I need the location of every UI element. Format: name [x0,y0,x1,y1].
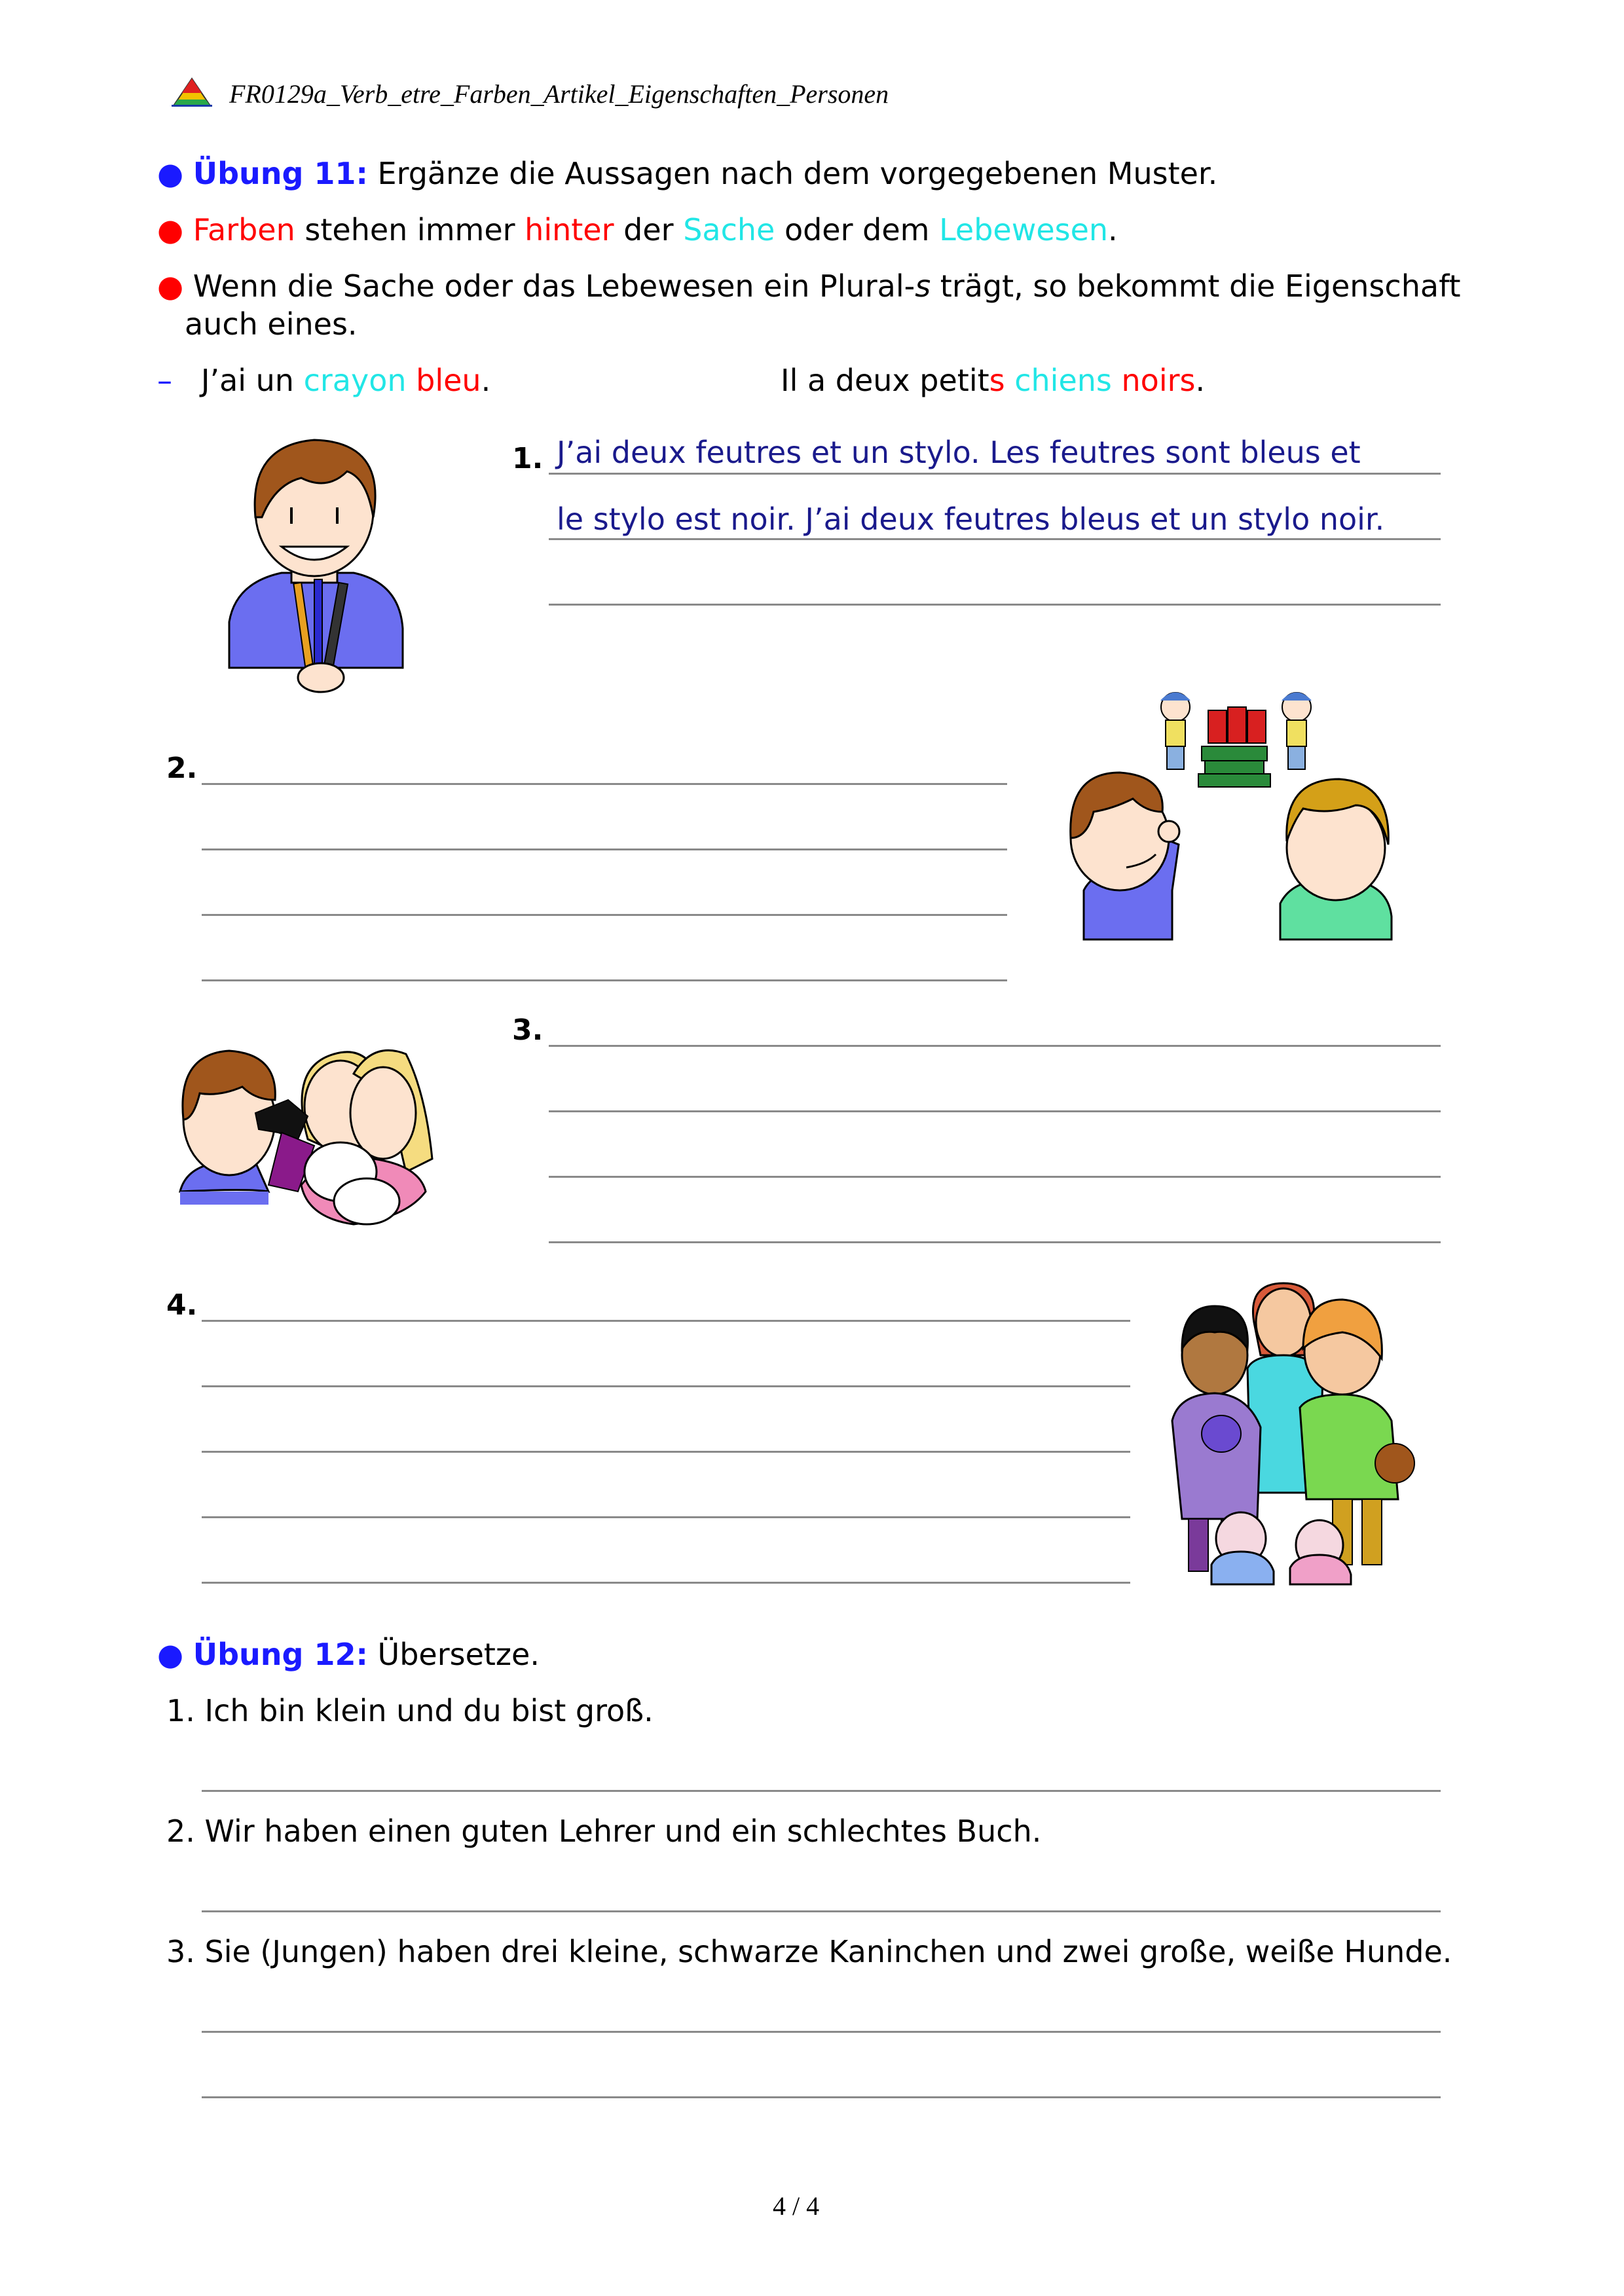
boys-with-toys-icon [1048,681,1401,943]
family-group-icon [1169,1277,1431,1591]
answer-line [202,979,1007,981]
answer-line [202,1320,1130,1322]
item-number: 2. [166,752,198,785]
translation-item: 1. Ich bin klein und du bist groß. [166,1693,654,1728]
logo-icon [169,76,215,107]
answer-line [202,783,1007,785]
answer-line [549,604,1441,606]
answer-line [202,1790,1441,1792]
answer-line [202,2031,1441,2033]
answer-line-text: le stylo est noir. J’ai deux feutres bleus et un stylo noir. [557,501,1385,537]
answer-line-text: J’ai deux feutres et un stylo. Les feutres sont bleus et [557,435,1361,470]
answer-line [202,1516,1130,1518]
exercise12-heading: ● Übung 12: Übersetze. [157,1637,540,1672]
answer-line [202,1385,1130,1387]
document-title: FR0129a_Verb_etre_Farben_Artikel_Eigenschaften_Personen [229,79,889,109]
example-1: – J’ai un crayon bleu. [157,363,491,398]
item-number: 4. [166,1288,198,1322]
answer-line [202,848,1007,850]
kids-with-pets-icon [157,1028,465,1237]
example-2: Il a deux petits chiens noirs. [781,363,1206,398]
translation-item: 2. Wir haben einen guten Lehrer und ein schlechtes Buch. [166,1813,1042,1849]
answer-line [202,1582,1130,1584]
answer-line [202,2096,1441,2098]
page-number: 4 / 4 [773,2191,820,2221]
answer-line [549,1110,1441,1112]
answer-line [202,1910,1441,1912]
answer-line [202,914,1007,916]
rule-plural-cont: auch eines. [185,306,358,342]
answer-line [202,1451,1130,1453]
answer-line [549,1045,1441,1047]
exercise11-heading: ● Übung 11: Ergänze die Aussagen nach dem vorgegebenen Muster. [157,156,1218,191]
rule-colors: ● Farben stehen immer hinter der Sache oder dem Lebewesen. [157,212,1118,247]
item-number: 3. [512,1013,544,1047]
answer-line [549,1241,1441,1243]
answer-line [549,1176,1441,1178]
rule-plural: ● Wenn die Sache oder das Lebewesen ein Plural-s trägt, so bekommt die Eigenschaft [157,268,1461,304]
boy-with-pens-icon [223,432,413,707]
answer-line [549,538,1441,540]
translation-item: 3. Sie (Jungen) haben drei kleine, schwarze Kaninchen und zwei große, weiße Hunde. [166,1934,1452,1969]
item-number: 1. [512,442,544,475]
answer-line [549,473,1441,475]
